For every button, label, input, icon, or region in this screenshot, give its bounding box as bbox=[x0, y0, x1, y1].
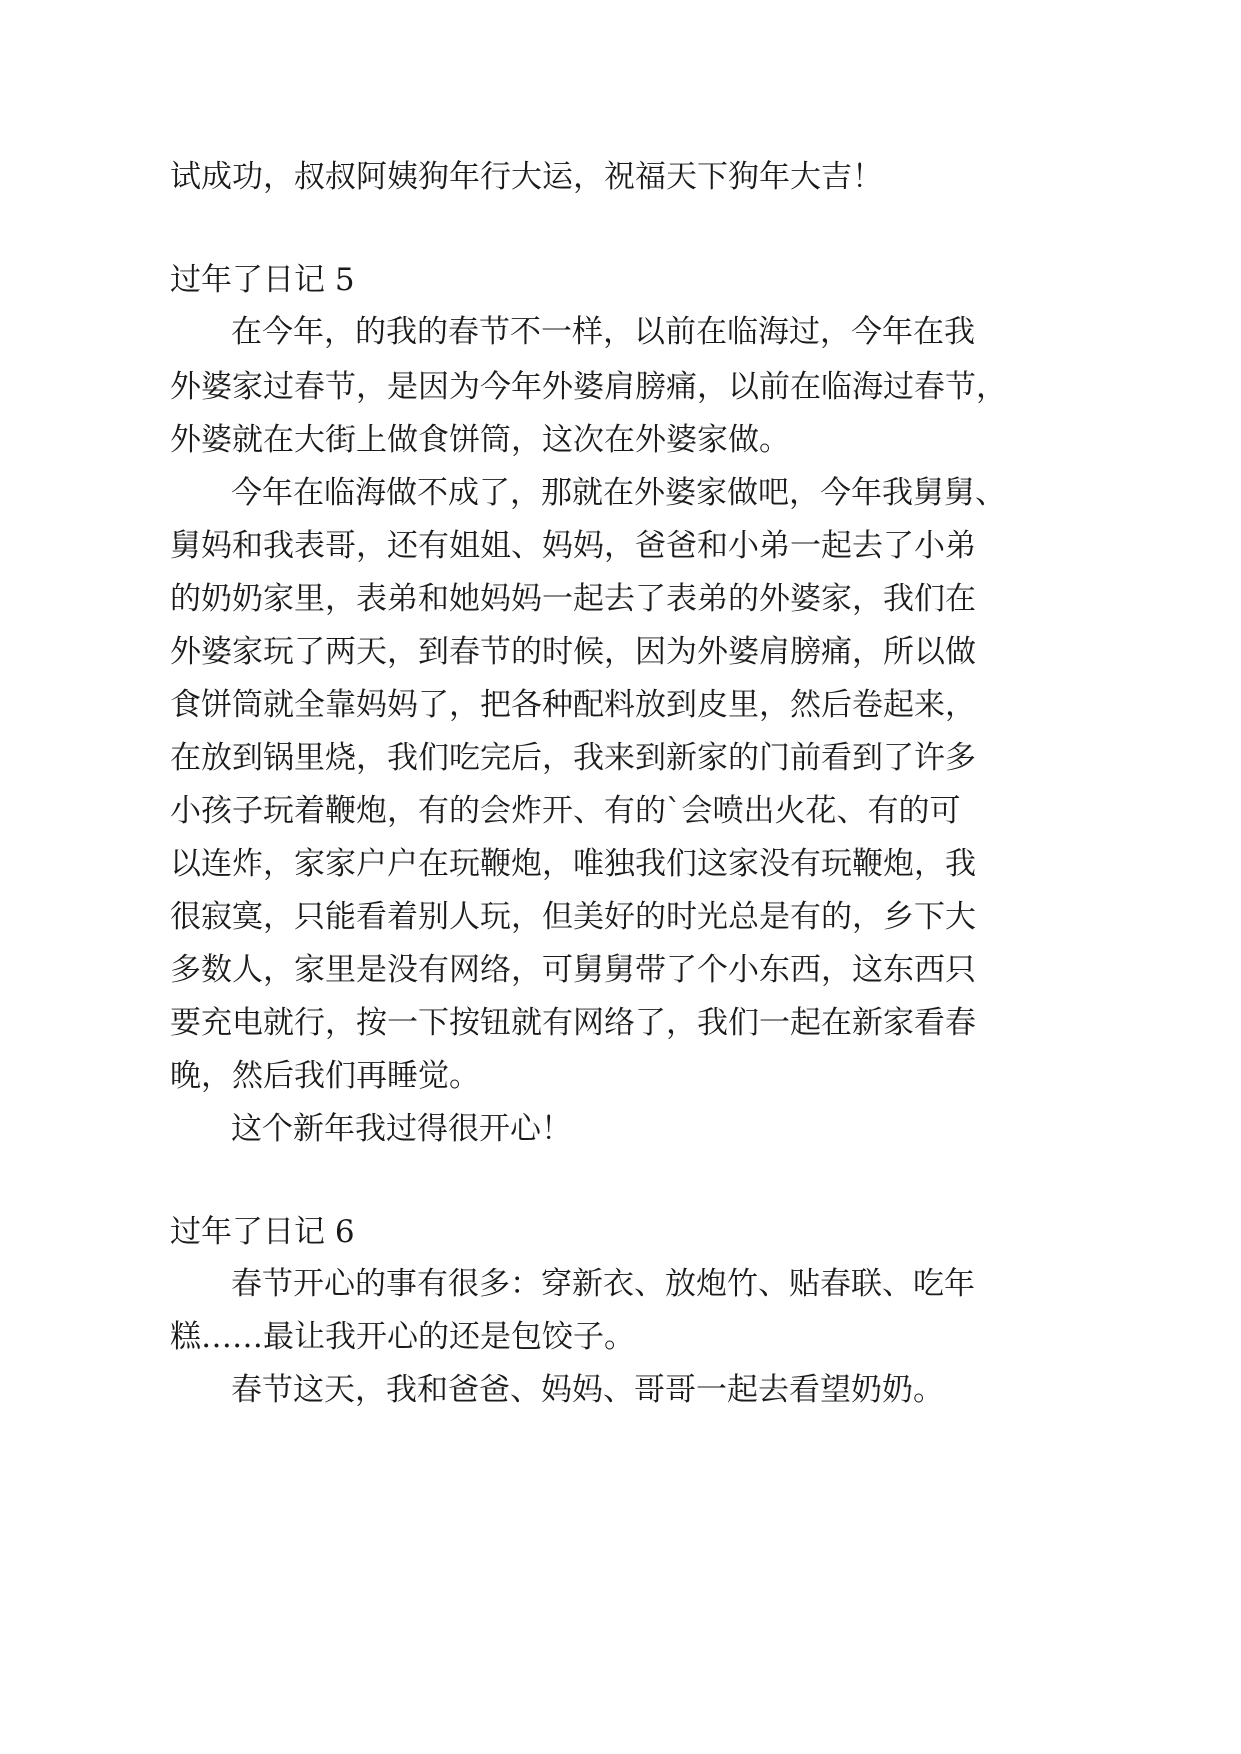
paragraph-line: 外婆家玩了两天，到春节的时候，因为外婆肩膀痛，所以做 bbox=[170, 634, 976, 670]
paragraph-line: 这个新年我过得很开心！ bbox=[231, 1111, 572, 1147]
paragraph-line: 春节开心的事有很多：穿新衣、放炮竹、贴春联、吃年 bbox=[231, 1266, 975, 1302]
paragraph-line: 要充电就行，按一下按钮就有网络了，我们一起在新家看春 bbox=[170, 1005, 976, 1041]
paragraph-line: 在今年，的我的春节不一样，以前在临海过，今年在我 bbox=[231, 314, 975, 350]
section-5-heading: 过年了日记 5 bbox=[170, 262, 355, 298]
section-6-heading: 过年了日记 6 bbox=[170, 1214, 355, 1250]
paragraph-line: 外婆就在大街上做食饼筒，这次在外婆家做。 bbox=[170, 422, 790, 458]
paragraph-line: 在放到锅里烧，我们吃完后，我来到新家的门前看到了许多 bbox=[170, 740, 976, 776]
paragraph-line: 的奶奶家里，表弟和她妈妈一起去了表弟的外婆家，我们在 bbox=[170, 581, 976, 617]
paragraph-line: 晚，然后我们再睡觉。 bbox=[170, 1058, 480, 1094]
paragraph-line: 小孩子玩着鞭炮，有的会炸开、有的`会喷出火花、有的可 bbox=[170, 793, 961, 829]
paragraph-line: 多数人，家里是没有网络，可舅舅带了个小东西，这东西只 bbox=[170, 952, 976, 988]
paragraph-line: 春节这天，我和爸爸、妈妈、哥哥一起去看望奶奶。 bbox=[231, 1372, 944, 1408]
paragraph-line: 食饼筒就全靠妈妈了，把各种配料放到皮里，然后卷起来， bbox=[170, 687, 976, 723]
intro-line: 试成功，叔叔阿姨狗年行大运，祝福天下狗年大吉！ bbox=[170, 159, 883, 195]
paragraph-line: 糕……最让我开心的还是包饺子。 bbox=[170, 1319, 635, 1355]
paragraph-line: 外婆家过春节，是因为今年外婆肩膀痛，以前在临海过春节， bbox=[170, 369, 1007, 405]
paragraph-line: 舅妈和我表哥，还有姐姐、妈妈，爸爸和小弟一起去了小弟 bbox=[170, 528, 976, 564]
paragraph-line: 今年在临海做不成了，那就在外婆家做吧，今年我舅舅、 bbox=[231, 475, 1006, 511]
paragraph-line: 以连炸，家家户户在玩鞭炮，唯独我们这家没有玩鞭炮，我 bbox=[170, 846, 976, 882]
paragraph-line: 很寂寞，只能看着别人玩，但美好的时光总是有的，乡下大 bbox=[170, 899, 976, 935]
